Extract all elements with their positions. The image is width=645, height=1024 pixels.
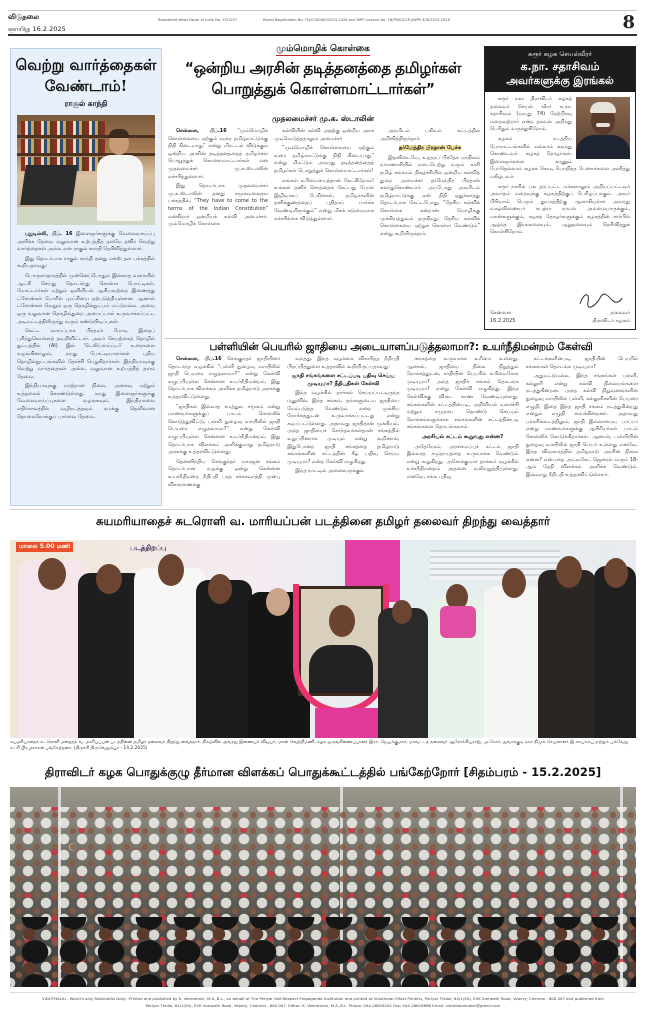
obituary-body [485,92,635,292]
left-story-photo [17,115,155,225]
obituary-signature-block [486,290,634,328]
imprint-footer [10,992,636,1009]
paragraph: கெட்ட வாய்ப்பாக பிரதமர் மோடி இதைப் புரிந்துகொள்ளத் தவறிவிட்டார். அவர் செயற்கைத் தொழில் நுட்பத்தில் (AI) இல் 'டெலிப்ராம்ப்டர்' உரைகளை வழங்கினாலும், நமது போட்டியாளர்கள் புதிய தொழில்நுட்பங்களில் தேர்ச்சி பெறுகிறார்கள். இந்தியாவுக்கு வெற்று வார்த்தைகள் அல்ல, வலுவான உற்பத்தித் தளம் தேவை. [17,328,155,380]
signatory-role: தலைவர் [610,310,630,316]
lead-subhead: தர்மேந்திர பிரதான் பேச்சு [398,145,462,152]
person-figure [97,131,143,221]
second-subhead: ஜாதி சங்கங்களை சட்டப்படி பதிவு செய்ய முடியுமா? நீதிபதிகள் கேள்வி [292,373,395,387]
person-figure [484,586,542,738]
person-figure [594,566,636,738]
obituary-header [485,47,635,92]
front-row-audience [10,917,636,987]
person-figure [196,580,252,738]
second-column-2: வந்தது. இந்த வழக்கை விசாரித்த நீதிபதி பிறப்பித்துள்ள உத்தரவில் கூறியிருப்பதாவது: ஜாதி சங்கங்களை சட்டப்படி பதிவு செய்ய முடியுமா? நீதிபதிகள் கேள்வி இந்த வழக்கில் தாக்கல் செய்யப்பட்டிருந்த மனுவில், இந்த சங்கம், தங்களுடைய ஜாதியை மேம்படுத்த வேண்டும் என்ற முக்கிய நோக்கத்துடன் உருவாக்கப்பட்டது என்று கூறப்பட்டுள்ளது. அதாவது ஜாதிதான் முக்கியம், அந்த ஜாதியைச் சேர்ந்தவர்கள்தான் சங்கத்தில் உறுப்பினராக முடியும் என்று கூறினால், இதுபோன்ற ஜாதி சங்கத்தை தமிழ்நாடு சங்கங்களின் சட்டத்தின் கீழ் பதிவு செய்ய முடியுமா? என்ற கேள்வி எழுகிறது. இந்த நாட்டில் அனைவருக்கும் [287,356,400,475]
paragraph: கரூர் நகரில் பல தரப்பட்ட மக்களாலும் அறியப்பட்டவர் அவர்தம் மறைவுக்கு கழகத்திற்குப் பேரிழப்பாகும். அவர் பிரிவால் பெரும் துயரத்திற்கு ஆளாகியுள்ள அவரது வாழ்விணையர் சுபத்ரா நாமல் அம்மையாருக்கும், மகன்களுக்கும், கழகத் தோழர்களுக்கும் கழகத்தின் சார்பில் ஆழ்ந்த இரங்கலையும், ஆறுதலையும் தெரிவித்துக் கொள்கிறோம். [490,183,630,236]
obituary-name: க.நா. சதாசிவம் [520,60,600,73]
second-column-1: சென்னை, பிப்.16 செங்குந்தர் ஜாதியினர் தொடர்ந்த வழக்கில் “பள்ளி நுழைவு வாயிலில் ஜாதி பெயரை எழுதலாமா?” என்று கேள்வி எழுப்பியுள்ள சென்னை உயர்நீதிமன்றம், இது தொடர்பாக விளக்கம் அளிக்க தமிழ்நாடு அரசுக்கு உத்தரவிட்டுள்ளது. “ஜாதிகள் இல்லாத சமத்துவ சமூகம் என்று மாணவர்களுக்குப் பாடம் சொல்லிக் கொடுத்துவிட்டு, பள்ளி நுழைவு வாயிலில் ஜாதி பெயரை எழுதலாமா?” என்று கேள்வி எழுப்பியுள்ள சென்னை உயர்நீதிமன்றம், இது தொடர்பாக விளக்கம் அளிக்குமாறு தமிழ்நாடு அரசுக்கு உத்தரவிட்டுள்ளது. தென்னிந்திய செங்குந்தர் மகாஜன சங்கம் தொடர்பான வழக்கு ஒன்று சென்னை உயர்நீதிமன்ற நீதிபதி பரத சக்கரவர்த்தி முன்பு விசாரணைக்கு [168,356,281,488]
photo-story-1-photo [10,540,636,738]
left-story-title-line2: வேண்டாம்! [44,77,128,95]
left-story-body [17,231,155,451]
person-figure [378,608,428,738]
photo-story-2-headline: திராவிடர் கழக பொதுக்குழு தீர்மான விளக்கப் பொதுக்கூட்டத்தில் பங்கேற்றோர் [சிதம்பரம் - 15.2.2025] [44,765,602,779]
dateline: சென்னை, பிப்.16 [176,356,222,362]
person-head [96,564,122,594]
bookshelf-row [21,121,105,135]
postal-registration: Postal Registration No. TN/CCN/460/2024-2026 and WPP Licence No. TN/PMG(CCR)/WPP-426/2024-2026 [263,18,450,22]
lead-byline: முதலமைச்சர் மு.க. ஸ்டாலின் [272,114,374,123]
banner-text: படத்திறப்பு [130,544,167,552]
paragraph: இது தொடர்பாக ராகுல் காந்தி தனது எக்ஸ் தள பக்கத்தில் கூறியதாவது: [17,255,155,270]
dateline: புதுடில்லி, பிப். 16 [25,231,73,237]
person-head [208,574,232,604]
paragraph: புதுடில்லி, பிப். 16 இளைஞர்களுக்கு வேலைவாய்ப்பு அளிக்க தேவை வலுவான உற்பத்தித் தளமே தவிர வெற்று வார்த்தைகள் அல்ல என ராகுல் காந்தி தெரிவித்துள்ளார். [17,231,155,253]
lead-column-2: கல்வியின் கல்வி அதற்கு ஒன்றிய அரசு முடிவெடுத்ததாலும் அமைச்சர் “மும்மொழிக் கொள்கையை ஏற்கும் வரை தமிழ்நாட்டுக்கு நிதி கிடையாது” என்று மிரட்டும் அவரது தடித்தனத்தைத் தமிழர்கள் பொறுத்துக் கொள்ளமாட்டார்கள்! எங்கள் உரிமையைத்தான் கேட்கிறோம்! உங்கள் தனிச் சொத்தைக் கேட்பது போல் இழிவாகப் பேசினால், தமிழர்களின் தனிக்குணத்தைப் புதிதாய் பார்க்க வேண்டியிருக்கும்” என்று மிகக் கடுமையாக எச்சரிக்கை விடுத்துள்ளார். [274,128,374,222]
photo-story-1-caption: சுயமரியாதைச் சுடரொளி மறைந்த வ. மாரியப்பன் படத்தினை தமிழர் தலைவர் திறந்து வைத்தார். நிகழ்வில் அவரது இணையர் விஜயா, மகள் வெற்றிமணி, கழக ஒருங்கிணைப்பாளர் இரா. ஜெயக்குமார், மாவட்டத் தலைவர் ஆரோக்கியராஜ், மு.சேகர், துவாக்குடி நகர திமுக செயலாளர் இ.காயாம்பு மற்றும் பல்வேறு கட்சி பிரமுகர்கள் பங்கேற்றனர். (திருச்சி திருவெறும்பூர் - 14.2.2025) [10,740,629,752]
paragraph: பொருளாதாரத்தில் முன்னெப்போதும் இல்லாத வகையில் ஆட்சி செய்து தொடர்ந்து கொள்ள போட்டிகள், மோட்டார்கள் மற்றும் ஒளியியல் ஆகியவற்றை இணைத்து ட்ரோன்கள் போரில் புரட்சியை ஏற்படுத்தியுள்ளன. ஆனால் ட்ரோன்கள் வெறும் ஒரு தொழில்நுட்பம் மட்டுமல்ல. அவை ஒரு வலுவான தொழில்துறை அமைப்பால் உருவாக்கப்பட்ட அடிமட்டத்திலிருந்து வரும் கண்டுபிடிப்புகள். [17,272,155,325]
left-story-box [10,48,162,506]
signature-icon [576,290,624,310]
photo-story-1-headline: சுயமரியாதைச் சுடரொளி வ. மாரியப்பன் படத்தினை தமிழர் தலைவர் திறந்து வைத்தார் [96,514,550,528]
lead-column-3: அவரிடம் பகிவம் சுட்டத்தில் அறிவித்திருந்தார். தர்மேந்திர பிரதான் பேச்சு இதனிடையே, உத்தரப் பிரதேச மாநிலம் வாரணாசியில் நடைபெற்று வரும் காசி தமிழ் சங்கமம் நிகழ்ச்சியில் ஒன்றிய கல்வித் துறை அமைச்சர் தர்மேந்திர பிரதான் கலந்துகொண்டார். அப்போது அவரிடம் தமிழ்நாட்டுக்கு ஏன் நிதி ஒதுக்காதது தொடர்பாக கேட்டபோது, “தேசிய கல்விக் கொள்கை கன்றான் மொழிக்கு முக்கியத்துவம் தருகிறது. தேசிய கல்விக் கொள்கையை ஏற்றுக் கொள்ள வேண்டும்” என்று கூறியிருந்தார். [380,128,480,237]
lead-kicker: மும்மொழிக் கொள்கை [276,44,370,54]
masthead [8,10,637,36]
obituary-title: அவர்களுக்கு இரங்கல் [506,75,614,87]
obituary-photo [576,97,630,159]
obituary-place: சென்னை [490,310,512,316]
lead-story-body [168,128,480,333]
person-head [266,588,290,616]
second-column-4: சட்டங்களின்படி, ஜாதியின் பெயரில் சங்கங்கள் தொடங்க முடியுமா? அதுமட்டுமல்ல, இந்த சங்கங்கள் பள்ளி, கல்லூரி என்று கல்வி நிலையங்களை நடத்துகின்றன. அந்த கல்வி நிறுவனங்களின் நுழைவு வாயிலில் பள்ளி, கல்லூரிகளின் பெயரை எழுதி, இதை இந்த ஜாதி சங்கம் நடத்துகின்றது என்றும் எழுதி வைக்கின்றனர். அதாவது பள்ளிக்கூடத்திலும், ஜாதி இல்லாமைய பாப்பா என்று மாணவர்களுக்கு ஆசிரியர்கள் பாடம் சொல்லிக் கொடுக்கிறார்கள். ஆனால், பள்ளியின் நுழைவு வாயிலில் ஜாதி பெயர் உள்ளது எனவே, இந்த விவகாரத்தில் தமிழ்நாடு அரசின் நிலை என்ன? என்பதை அட்வகேட் ஜெனரல் வரும் 18-ஆம் தேதி விளக்கம் அளிக்க வேண்டும். இவ்வாறு நீதிபதி உத்தரவிட்டுள்ளார். [525,356,638,478]
photo-story-2-photo [10,787,636,987]
obituary-box [484,46,636,330]
dateline: சென்னை, பிப்.16 [176,128,227,134]
registration-number: Registered News Paper of India No. 19/1257 [158,18,238,22]
second-headline: பள்ளியின் பெயரில் ஜாதியை அடையாளப்படுத்தலாமா?: உயர்நீதிமன்றம் கேள்வி [209,341,593,353]
paragraph: கரூர் நகர திராவிடர் கழகத் தலைவர் செயல் வீரர் க.நா. சதாசிவம் (வயது 74) நேற்றிரவு மறைவுற்றார் என்ற தகவல் அறிந்து பெரிதும் வருந்துகிறோம். [490,96,572,133]
person-head [502,568,526,598]
paragraph: இந்தியாவுக்கு மாற்றான நிலை, அசைவு மற்றும் உத்தலைக் கொண்டுள்ளது. நமது இளைஞர்களுக்கு வேலைவாய்ப்புகளை வழங்கவும், இந்தியாவை எதிர்காலத்தில் வழிநடத்தவும் நமக்கு தெளிவான தொலைநோக்குப் பார்வை தேவை. [17,383,155,420]
left-story-title [11,55,161,97]
bookshelf-row [21,139,105,153]
person-head [556,556,582,588]
signatory-org: திராவிடர் கழகம் [592,318,630,324]
second-column-3: சங்கத்தை உருவாக்க உரிமை உள்ளது. ஆனால், ஜாதியை நிலை நிறுத்தும் நோக்கத்துடன், சாதியின் பெயரில் உரிமைகோர முடியுமா? அந்த ஜாதிச் சங்கம் தொடங்க முடியுமா? என்று கேள்வி எழுகிறது. இந்த கேள்விக்கு விடை காண வேண்டியுள்ளது. சங்கங்களின் சட்டத்தின்படி, அறிவியல் வளர்ச்சி மற்றும் சமுதாய தொண்டு செய்யும் நோக்கங்களுக்காக சங்கங்களின் சட்டத்தின்படி சங்கங்களை தொடங்கலாம். அரசியல் சட்டம் கூறுவது என்ன? அதேநேரம், அரசமைப்புச் சட்டம் ஜாதி இல்லாத சமுதாயத்தை உருவாக்க வேண்டும் என்று கூறுகிறது. அசோக்குமார் தாக்கூர் வழக்கில் உச்சநீதிமன்றம் அதனை வலியுறுத்தியுள்ளது. எனவே, சங்க பதிவு [406,356,519,480]
lead-column-1: சென்னை, பிப்.16 “மும்மொழிக் கொள்கையை ஏற்கும் வரை தமிழ்நாட்டுக்கு நிதி கிடையாது” என்று மிரட்டல் விடுக்கும் ஒன்றிய அரசின் தடித்தனத்தைத் தமிழர்கள் பொறுத்துக் கொள்ளமாட்டார்கள் என முதலமைச்சர் மு.க.ஸ்டாலின் எச்சரித்துள்ளார். இது தொடர்பாக முதலமைச்சர் மு.க.ஸ்டாலின் தனது சமூகவலைதள பக்கத்தில், “They have to come to the terms of the Indian Constitution” என்கிறார் ஒன்றியக் கல்வி அமைச்சர். மும்மொழிக் கொள்கை [168,128,268,228]
imprint-line-2: Periyar Thidal, 84/1(50), EVK Sampath Road, Vepery, Chennai - 600 007. Editor: K. Veeramani, M.A.,B.L. Phone: 044-26618161 Fax: 044-26618866 Email: viduthalaimaler@gmail.com [145,1003,501,1009]
flower-garland [293,584,389,714]
person-figure [538,570,596,738]
left-story-title-line1: வெற்று வார்த்தைகள் [15,56,157,74]
divider [10,509,636,510]
imprint-line-1: VIDUTHALAI - World's only Rationalist Daily -Printed and published by K. Veeramani, M.A.,B.L., on behalf of The Periyar Self-Respect Propaganda Institution and printed at Viduthalai Offset Printers, Periyar Thidal, 84/1(50), EVK Sampath Road, Vepery, Chennai - 600 007 and published from [42,996,604,1001]
banner-time: மாலை 5.00 மணி [16,542,73,552]
paper-name: விடுதலை [8,13,40,21]
person-head [38,558,66,590]
person-head [392,600,412,624]
person-head [604,558,628,588]
obituary-date: 16.2.2025 [490,318,516,324]
paragraph: கழகம் நடத்திய போராட்டங்களில் எல்லாம் கலந்து கொண்டவர். கழகத் தோழர்கள், இளைஞர்களை காணும் போதெல்லாம் கழகக் கொடி பொறித்த பேனாக்களை அளித்து மகிழ்பவர். [490,135,630,180]
lead-headline [164,58,482,100]
issue-date: ஞாயிறு 16.2.2025 [8,25,66,33]
page-number: 8 [622,12,635,33]
lead-headline-line2: பொறுத்துக் கொள்ளமாட்டார்கள்” [211,80,435,98]
pink-scarf [440,606,476,638]
second-subhead-2: அரசியல் சட்டம் கூறுவது என்ன? [422,433,504,440]
person-head [158,554,184,586]
obituary-kicker: கரூர் கழக செயல்வீரர் [528,50,592,58]
left-story-author: ராகுல் காந்தி [64,99,108,108]
lead-headline-line1: “ஒன்றிய அரசின் தடித்தனத்தை தமிழர்கள் [184,59,462,77]
laptop [20,165,78,205]
divider [164,338,638,339]
second-story-body [168,356,638,504]
